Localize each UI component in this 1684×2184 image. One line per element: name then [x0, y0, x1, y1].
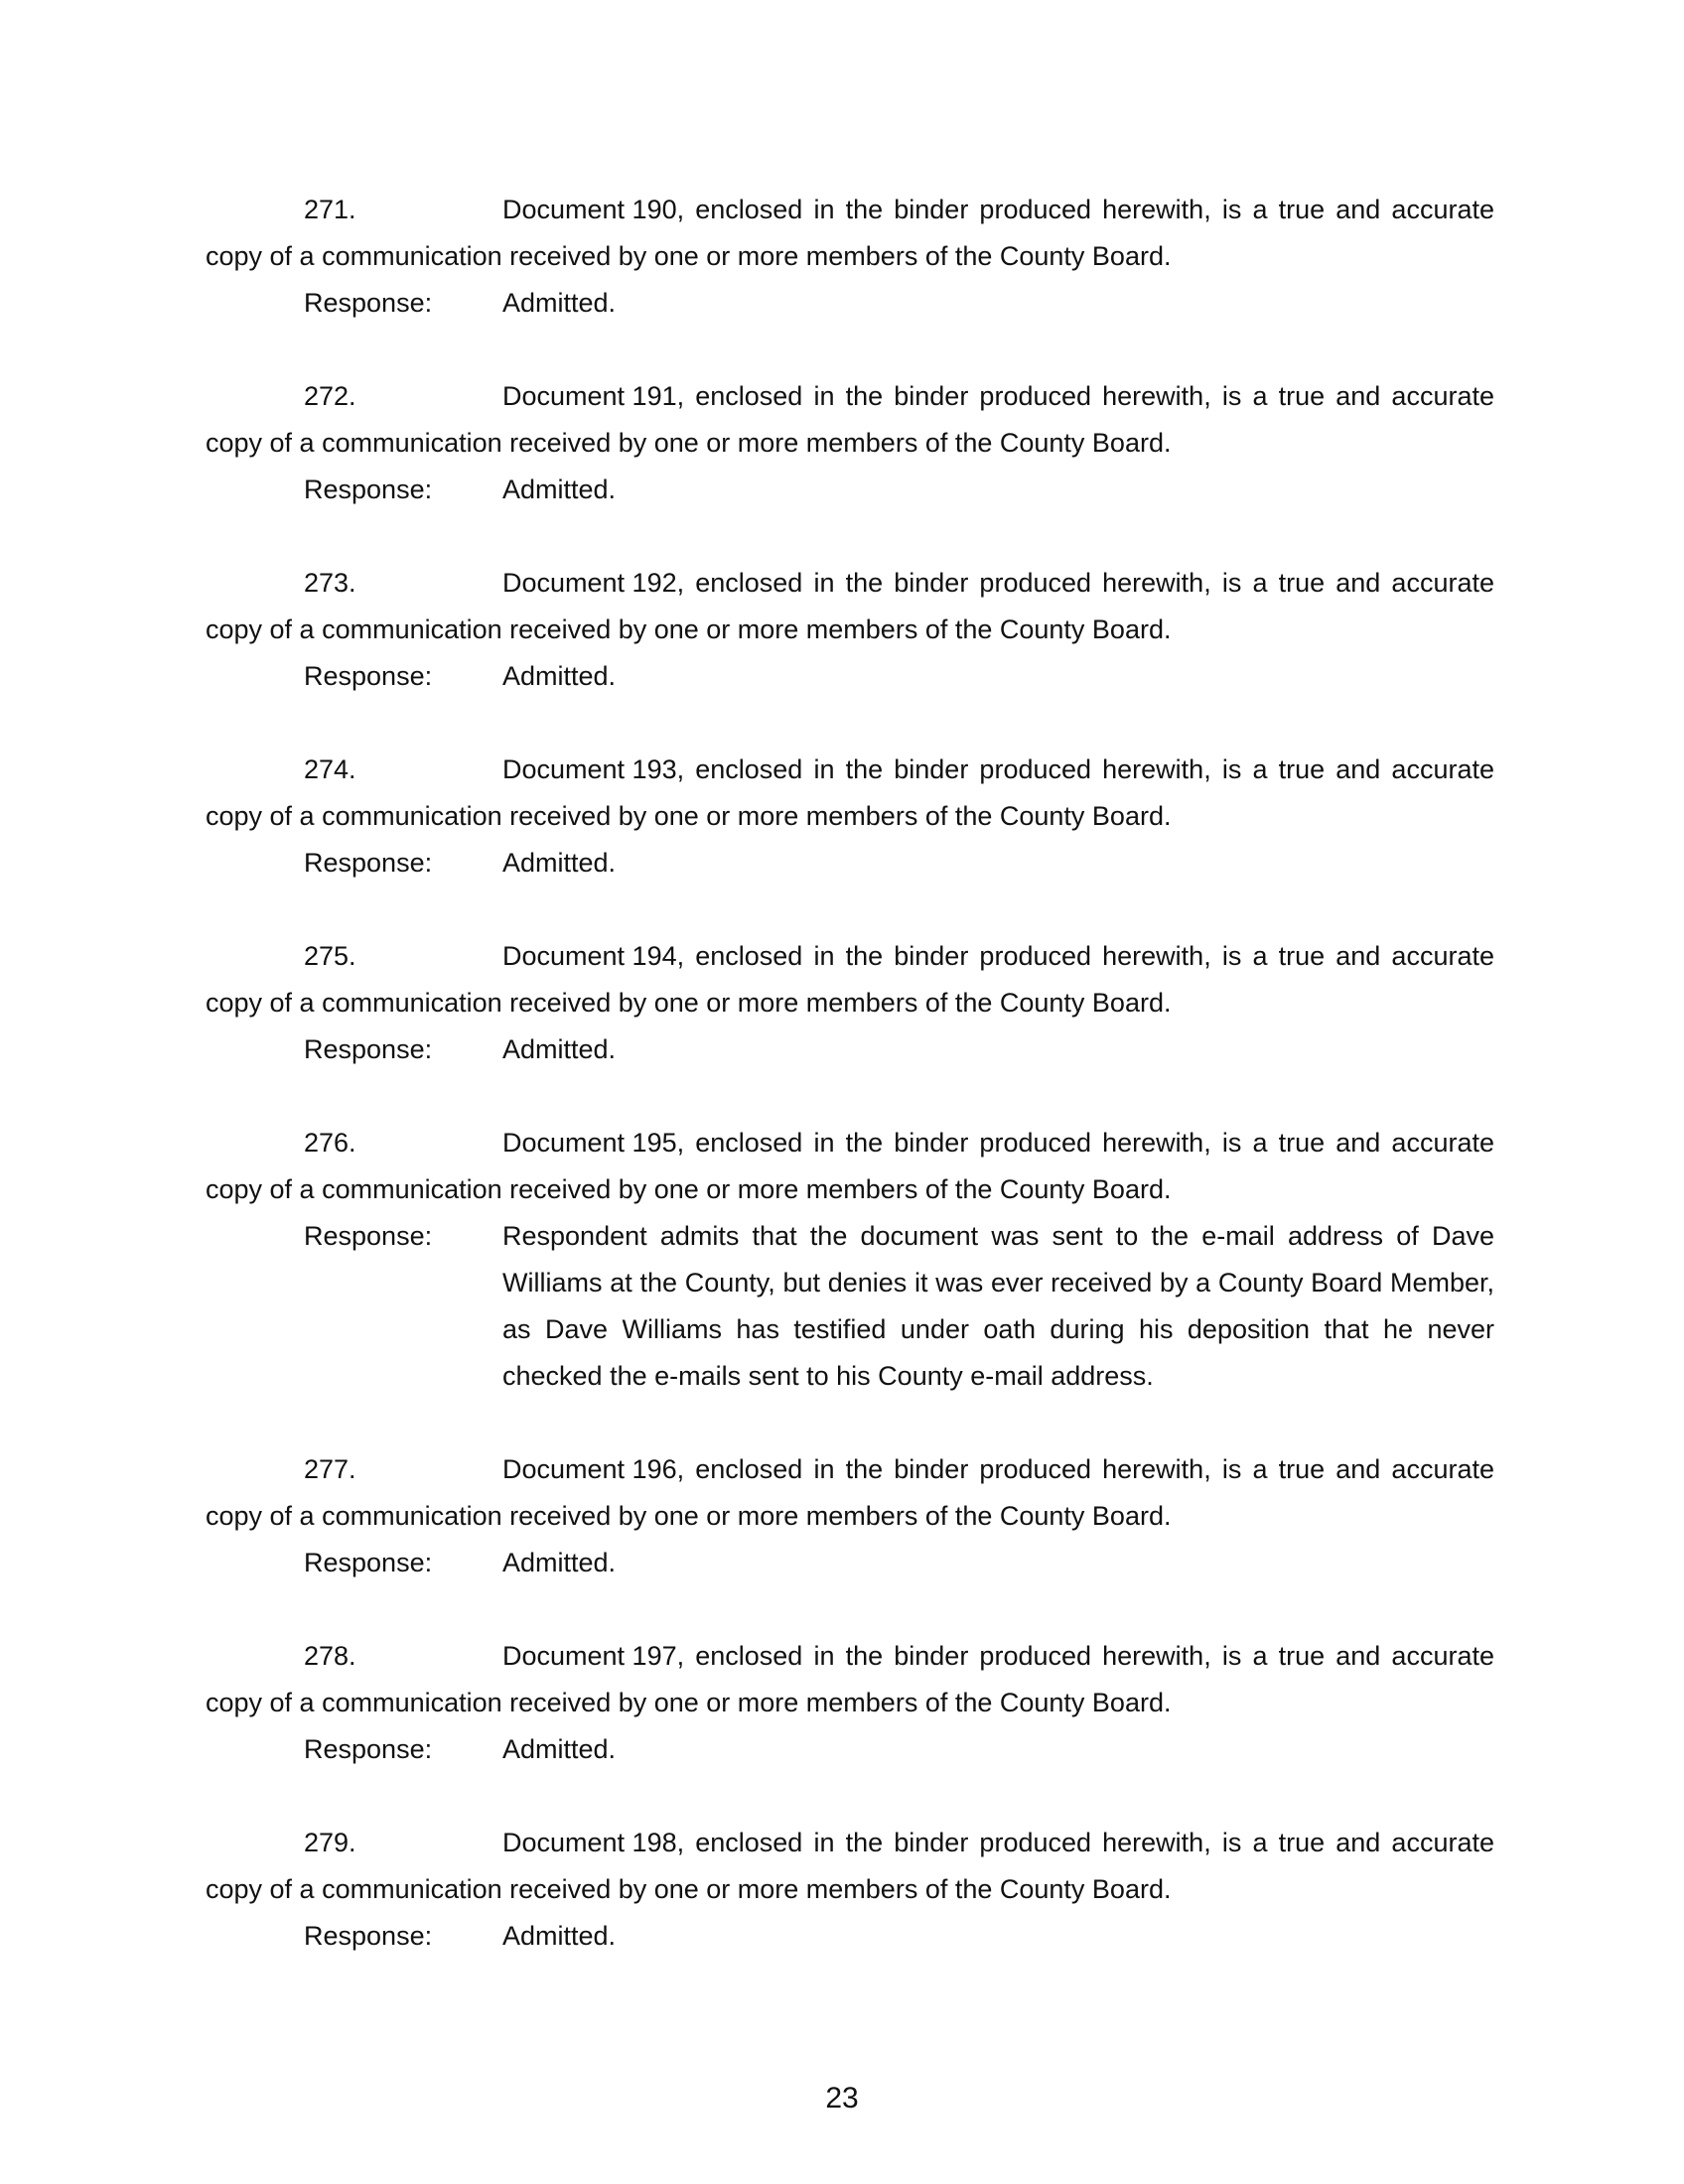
- response-text: Admitted.: [502, 848, 617, 878]
- response-label: Response:: [304, 475, 433, 504]
- request-statement: , enclosed in the binder produced herewith, is a true and accurate copy of a communication received by one or more members of the County Board.: [206, 941, 1494, 1018]
- response: [304, 1726, 1494, 1773]
- request-number: 271.: [304, 195, 356, 224]
- document-reference: Document 197: [502, 1641, 677, 1671]
- document-reference: Document 198: [502, 1828, 677, 1857]
- response-label: Response:: [304, 1221, 433, 1251]
- document-reference: Document 190: [502, 195, 677, 224]
- request-statement: , enclosed in the binder produced herewith, is a true and accurate copy of a communication received by one or more members of the County Board.: [206, 195, 1494, 271]
- request-item-277: [206, 1446, 1494, 1586]
- request-number: 275.: [304, 941, 356, 971]
- request-item-276: [206, 1120, 1494, 1400]
- document-reference: Document 191: [502, 381, 677, 411]
- request-statement: , enclosed in the binder produced herewith, is a true and accurate copy of a communication received by one or more members of the County Board.: [206, 1454, 1494, 1531]
- response-text: Admitted.: [502, 475, 617, 504]
- request-paragraph: [206, 1120, 1494, 1213]
- request-statement: , enclosed in the binder produced herewith, is a true and accurate copy of a communication received by one or more members of the County Board.: [206, 1641, 1494, 1717]
- response-label: Response:: [304, 1548, 433, 1577]
- request-paragraph: [206, 933, 1494, 1026]
- document-reference: Document 192: [502, 568, 677, 598]
- response-label: Response:: [304, 848, 433, 878]
- request-number: 272.: [304, 381, 356, 411]
- response-text: Admitted.: [502, 1548, 617, 1577]
- response: [304, 1213, 1494, 1400]
- response-text: Admitted.: [502, 1734, 617, 1764]
- request-paragraph: [206, 187, 1494, 280]
- response-text: Admitted.: [502, 288, 617, 318]
- request-statement: , enclosed in the binder produced herewith, is a true and accurate copy of a communication received by one or more members of the County Board.: [206, 1128, 1494, 1204]
- document-reference: Document 195: [502, 1128, 677, 1158]
- response-text: Admitted.: [502, 1921, 617, 1951]
- request-number: 279.: [304, 1828, 356, 1857]
- request-paragraph: [206, 747, 1494, 840]
- request-item-273: [206, 560, 1494, 700]
- request-number: 278.: [304, 1641, 356, 1671]
- request-number: 276.: [304, 1128, 356, 1158]
- response-label: Response:: [304, 1034, 433, 1064]
- request-item-271: [206, 187, 1494, 327]
- request-item-272: [206, 373, 1494, 513]
- request-statement: , enclosed in the binder produced herewith, is a true and accurate copy of a communication received by one or more members of the County Board.: [206, 754, 1494, 831]
- request-item-275: [206, 933, 1494, 1073]
- request-list: [206, 187, 1494, 2006]
- document-reference: Document 193: [502, 754, 677, 784]
- request-statement: , enclosed in the binder produced herewith, is a true and accurate copy of a communication received by one or more members of the County Board.: [206, 381, 1494, 458]
- request-statement: , enclosed in the binder produced herewith, is a true and accurate copy of a communication received by one or more members of the County Board.: [206, 568, 1494, 644]
- request-number: 274.: [304, 754, 356, 784]
- response: [304, 1913, 1494, 1960]
- response-text: Respondent admits that the document was sent to the e-mail address of Dave Williams at the County, but denies it was ever received by a County Board Member, as Dave Williams has testified under oath during his deposition that he never checked the e-mails sent to his County e-mail address.: [502, 1221, 1494, 1391]
- request-number: 277.: [304, 1454, 356, 1484]
- request-paragraph: [206, 373, 1494, 467]
- response: [304, 1540, 1494, 1586]
- response-label: Response:: [304, 1734, 433, 1764]
- request-item-274: [206, 747, 1494, 887]
- response: [304, 653, 1494, 700]
- response: [304, 280, 1494, 327]
- response-label: Response:: [304, 288, 433, 318]
- request-number: 273.: [304, 568, 356, 598]
- request-paragraph: [206, 1820, 1494, 1913]
- response: [304, 1026, 1494, 1073]
- response-label: Response:: [304, 1921, 433, 1951]
- request-item-279: [206, 1820, 1494, 1960]
- request-statement: , enclosed in the binder produced herewith, is a true and accurate copy of a communication received by one or more members of the County Board.: [206, 1828, 1494, 1904]
- response-label: Response:: [304, 661, 433, 691]
- document-reference: Document 194: [502, 941, 677, 971]
- response-text: Admitted.: [502, 1034, 617, 1064]
- request-paragraph: [206, 1446, 1494, 1540]
- response: [304, 467, 1494, 513]
- page-number: 23: [825, 2082, 859, 2115]
- request-paragraph: [206, 1633, 1494, 1726]
- document-reference: Document 196: [502, 1454, 677, 1484]
- request-item-278: [206, 1633, 1494, 1773]
- response-text: Admitted.: [502, 661, 617, 691]
- request-paragraph: [206, 560, 1494, 653]
- response: [304, 840, 1494, 887]
